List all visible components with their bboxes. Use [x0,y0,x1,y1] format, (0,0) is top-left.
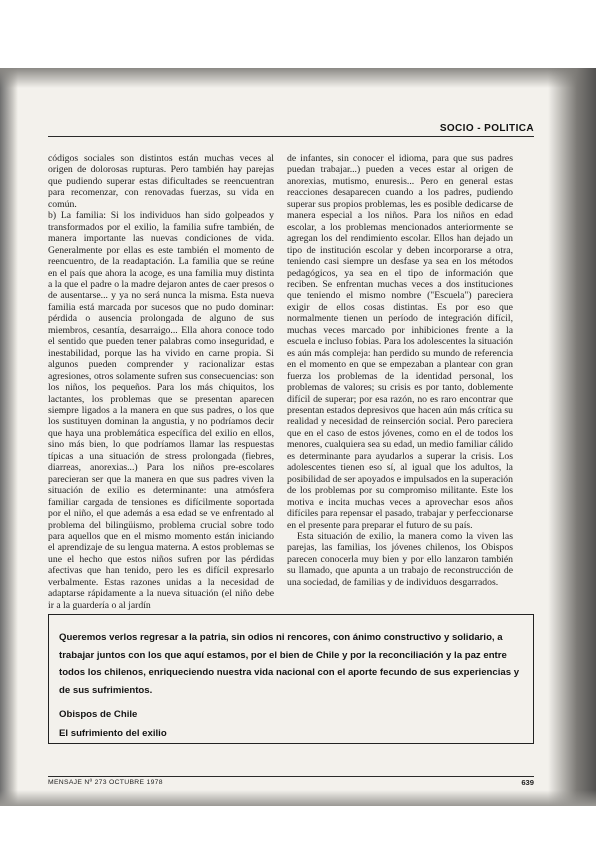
scan-shadow-bottom [0,790,596,806]
scan-shadow-left [0,68,18,806]
right-paragraph-2: Esta situación de exilio, la manera como la viven las parejas, las familias, los jóvenes chilenos, los Obispos parecen conocerla muy bien y por ello lanzaron también su llamado, que apunta a un trabajo de reconstrucción de una sociedad, de familias y de individuos desgarrados. [287,530,513,588]
scan-shadow-right [548,68,596,806]
quote-text: Queremos verlos regresar a la patria, sin odios ni rencores, con ánimo constructivo y solidario, a trabajar juntos con los que aquí estamos, por el bien de Chile y por la reconciliación y la paz entre todos los chilenos, enriqueciendo nuestra vida nacional con el aporte fecundo de sus experiencias y de sus sufrimientos. [59,632,520,696]
footer-rule [48,776,534,777]
section-label: SOCIO - POLITICA [439,123,534,134]
scan-shadow-top [0,68,596,88]
right-column [287,153,513,588]
quote-signature-author: Obispos de Chile [59,709,138,721]
left-paragraph-2: b) La familia: Si los individuos han sido golpeados y transformados por el exilio, la familia sufre también, de manera importante las nuevas condiciones de vida. Generalmente por ellas es este también el momento de reencuentro, de la readaptación. La familia que se reúne en el país que ahora la acoge, es una familia muy distinta a la que el padre o la madre dejaron antes de caer presos o de ausentarse... y ya no será nunca la misma. Esta nueva familia está marcada por sucesos que no pudo dominar: pérdida o ausencia prolongada de alguno de sus miembros, cesantía, desarraigo... Ella ahora conoce todo el sentido que pueden tener palabras como inseguridad, e inestabilidad, porque las ha vivido en carne propia. Si algunos pueden comprender y racionalizar estas agresiones, otros solamente sufren sus consecuencias: son los niños, los pequeños. Para los más chiquitos, los lactantes, los problemas que se presentan aparecen siempre ligados a la manera en que sus padres, o los que los sustituyen dominan la angustia, y no podríamos decir que haya una problemática específica del exilio en ellos, sino más bien, lo que podríamos llamar las respuestas típicas a una situación de stress prolongada (fiebres, diarreas, anorexias...) Para los niños pre-escolares parecieran ser que la manera en que sus padres viven la situación de exilio es determinante: una atmósfera familiar cargada de tensiones es difícilmente soportada por el niño, el que además a esa edad se ve enfrentado al problema del bilingüismo, problema crucial sobre todo para aquellos que en el mismo momento están iniciando el aprendizaje de su lengua materna. A estos problemas se une el hecho que estos niños sufren por las pérdidas afectivas que han tenido, pero les es difícil expresarlo verbalmente. Estas razones unidas a la necesidad de adaptarse rápidamente a la nueva situación (el niño debe ir a la guardería o al jardín [48,210,274,611]
quote-signature [59,705,523,743]
quote-box [48,614,534,744]
left-paragraph-1: códigos sociales son distintos están muchas veces al origen de dolorosas rupturas. Pero también hay parejas que pudiendo superar estas dificultades se reencuentran para recomenzar, con renovadas fuerzas, su vida en común. [48,153,274,210]
header-rule [48,136,534,137]
footer-page-number: 639 [521,778,534,787]
quote-signature-source: El sufrimiento del exilio [59,728,167,740]
left-column [48,153,274,611]
right-paragraph-1: de infantes, sin conocer el idioma, para que sus padres puedan trabajar...) pueden a veces estar al origen de anorexias, mutismo, enuresis... Pero en general estas reacciones desaparecen cuando a los padres, pudiendo superar sus propios problemas, les es posible dedicarse de manera especial a los niños. Para los niños en edad escolar, a los problemas mencionados anteriormente se agregan los del rendimiento escolar. Ellos han dejado un tipo de institución escolar y deben incorporarse a otra, teniendo casi siempre un desfase ya sea en los métodos pedagógicos, ya sea en el tipo de información que reciben. Se enfrentan muchas veces a dos instituciones que teniendo el mismo nombre ("Escuela") pareciera exigir de ellos cosas distintas. Es por eso que normalmente tienen un período de integración difícil, muchas veces marcado por inhibiciones frente a la escuela e incluso fobias. Para los adolescentes la situación es aún más compleja: han perdido su mundo de referencia en el momento en que se empezaban a plantear con gran fuerza los problemas de la identidad personal, los problemas de valores; su crisis es por tanto, doblemente difícil de superar; por esa razón, no es raro encontrar que presentan estados depresivos que hacen aún más crítica su realidad y necesidad de reinserción social. Pero pareciera que en el caso de estos jóvenes, como en el de todos los menores, cualquiera sea su edad, un medio familiar cálido es determinante para ayudarlos a superar la crisis. Los adolescentes tienen eso sí, al igual que los adultos, la posibilidad de ser apoyados e impulsados en la superación de los problemas por su compromiso militante. Este los motiva e incita muchas veces a aprovechar esos años difíciles para repensar el pasado, trabajar y perfeccionarse en el presente para preparar el futuro de su país. [287,153,513,531]
footer-publication: MENSAJE Nº 273 OCTUBRE 1978 [48,779,163,786]
